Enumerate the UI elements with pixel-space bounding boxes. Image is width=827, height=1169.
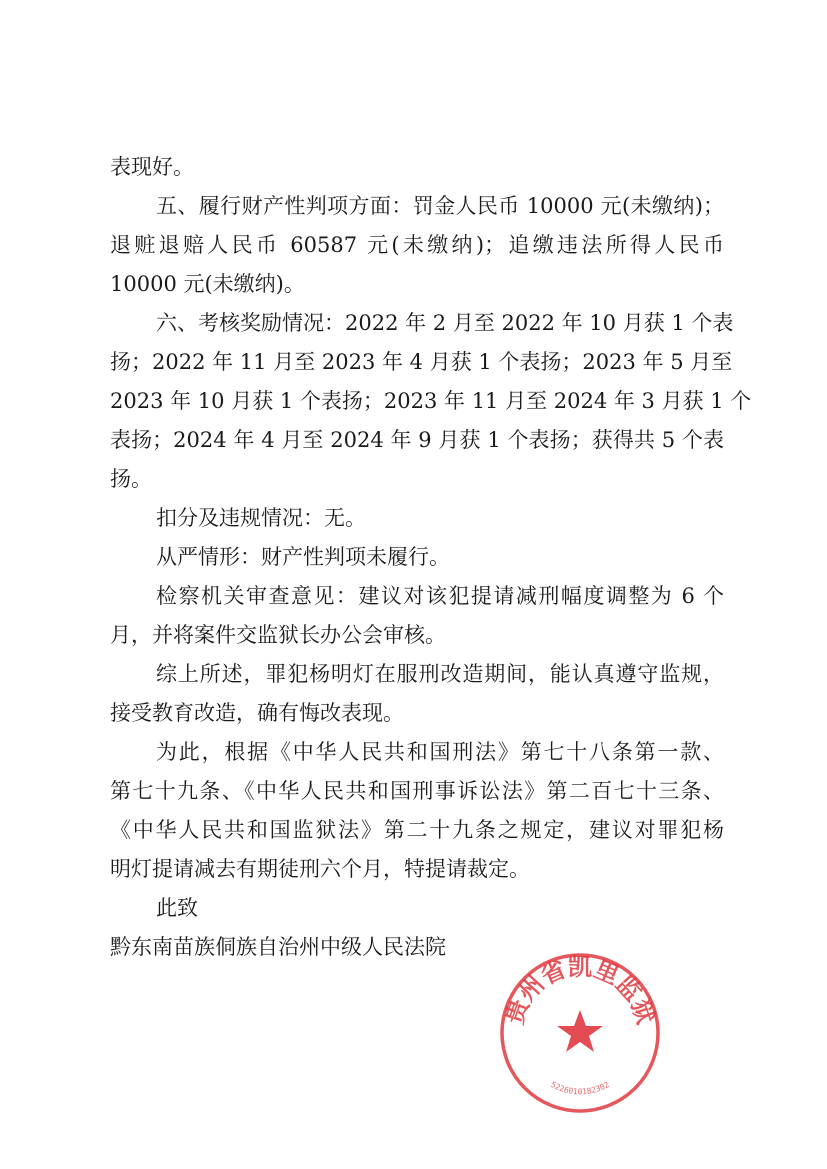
text-line-20: 此致 [156, 896, 198, 920]
text-line-21: 黔东南苗族侗族自治州中级人民法院 [110, 935, 446, 959]
text-line-1: 表现好。 [110, 155, 194, 179]
text-line-12: 检察机关审查意见：建议对该犯提请减刑幅度调整为 6 个 [156, 584, 724, 608]
text-line-6: 扬；2022 年 11 月至 2023 年 4 月获 1 个表扬；2023 年 5 月至 [110, 350, 733, 374]
text-line-3: 退赃退赔人民币 60587 元(未缴纳)；追缴违法所得人民币 [110, 233, 724, 257]
text-line-14: 综上所述，罪犯杨明灯在服刑改造期间，能认真遵守监规， [156, 662, 724, 686]
seal-text: 贵州省凯里监狱 [499, 952, 661, 1028]
text-line-5: 六、考核奖励情况：2022 年 2 月至 2022 年 10 月获 1 个表 [156, 311, 734, 335]
text-line-7: 2023 年 10 月获 1 个表扬；2023 年 11 月至 2024 年 3 月获 1 个 [110, 389, 752, 413]
text-line-10: 扣分及违规情况：无。 [156, 506, 366, 530]
text-line-9: 扬。 [110, 467, 152, 491]
text-line-4: 10000 元(未缴纳)。 [110, 272, 305, 296]
text-line-2: 五、履行财产性判项方面：罚金人民币 10000 元(未缴纳)； [156, 194, 724, 218]
star-icon [557, 1010, 603, 1052]
text-line-8: 表扬；2024 年 4 月至 2024 年 9 月获 1 个表扬；获得共 5 个表 [110, 428, 724, 452]
seal-code: 5226010182302 [549, 1079, 611, 1097]
text-line-11: 从严情形：财产性判项未履行。 [156, 545, 450, 569]
text-line-17: 第七十九条、《中华人民共和国刑事诉讼法》第二百七十三条、 [110, 779, 724, 803]
text-line-18: 《中华人民共和国监狱法》第二十九条之规定，建议对罪犯杨 [110, 818, 724, 842]
text-line-19: 明灯提请减去有期徒刑六个月，特提请裁定。 [110, 857, 530, 881]
text-line-15: 接受教育改造，确有悔改表现。 [110, 701, 404, 725]
text-line-13: 月，并将案件交监狱长办公会审核。 [110, 623, 446, 647]
text-line-16: 为此，根据《中华人民共和国刑法》第七十八条第一款、 [156, 740, 724, 764]
official-seal [499, 952, 661, 1114]
